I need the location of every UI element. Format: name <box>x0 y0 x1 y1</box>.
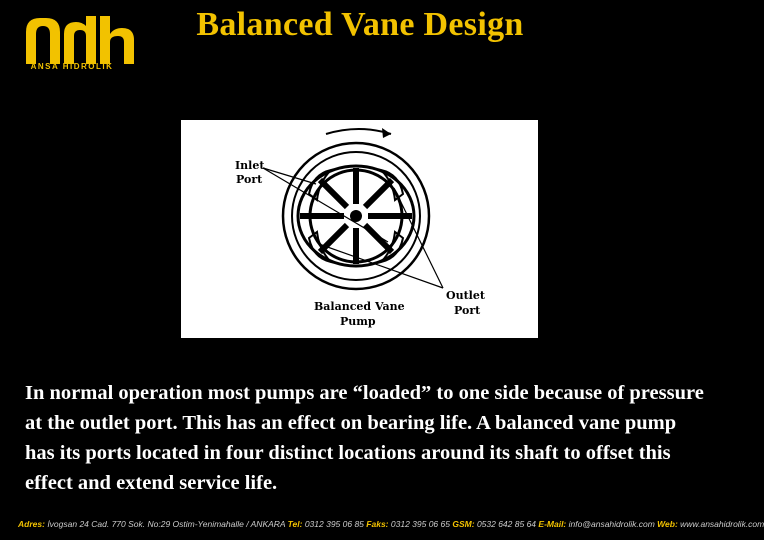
footer-web-link[interactable]: www.ansahidrolik.com <box>680 519 764 529</box>
footer-adres: İvogsan 24 Cad. 770 Sok. No:29 Ostim-Yenimahalle / ANKARA <box>47 519 286 529</box>
vane-pump-diagram <box>181 120 538 338</box>
footer-faks: 0312 395 06 65 <box>390 519 450 529</box>
logo-icon <box>20 12 140 68</box>
footer-contact <box>18 519 764 529</box>
caption-label: Balanced Vane <box>314 300 405 313</box>
footer-email-label: E-Mail: <box>538 519 567 529</box>
outlet-port-label: Port <box>454 304 481 317</box>
outlet-label: Outlet <box>446 289 485 302</box>
footer-bar <box>0 514 764 540</box>
logo-brand-text: ANSA HİDROLİK <box>30 62 114 71</box>
footer-gsm-label: GSM: <box>452 519 475 529</box>
footer-web-label: Web: <box>657 519 678 529</box>
footer-tel: 0312 395 06 85 <box>304 519 364 529</box>
page-title: Balanced Vane Design <box>196 6 524 43</box>
footer-email-link[interactable]: info@ansahidrolik.com <box>568 519 655 529</box>
caption-pump-label: Pump <box>340 315 376 328</box>
footer-tel-label: Tel: <box>287 519 303 529</box>
inlet-port-label: Port <box>236 173 263 186</box>
description-text: In normal operation most pumps are “loaded” to one side because of pressure at the outlet port. This has an effect on bearing life. A balanced vane pump has its ports located in four distinct locations around its shaft to offset this effect and extend service life. <box>25 382 704 494</box>
footer-adres-label: Adres: <box>18 519 45 529</box>
footer-faks-label: Faks: <box>366 519 389 529</box>
footer-gsm: 0532 642 85 64 <box>476 519 537 529</box>
inlet-label: Inlet <box>235 159 265 172</box>
